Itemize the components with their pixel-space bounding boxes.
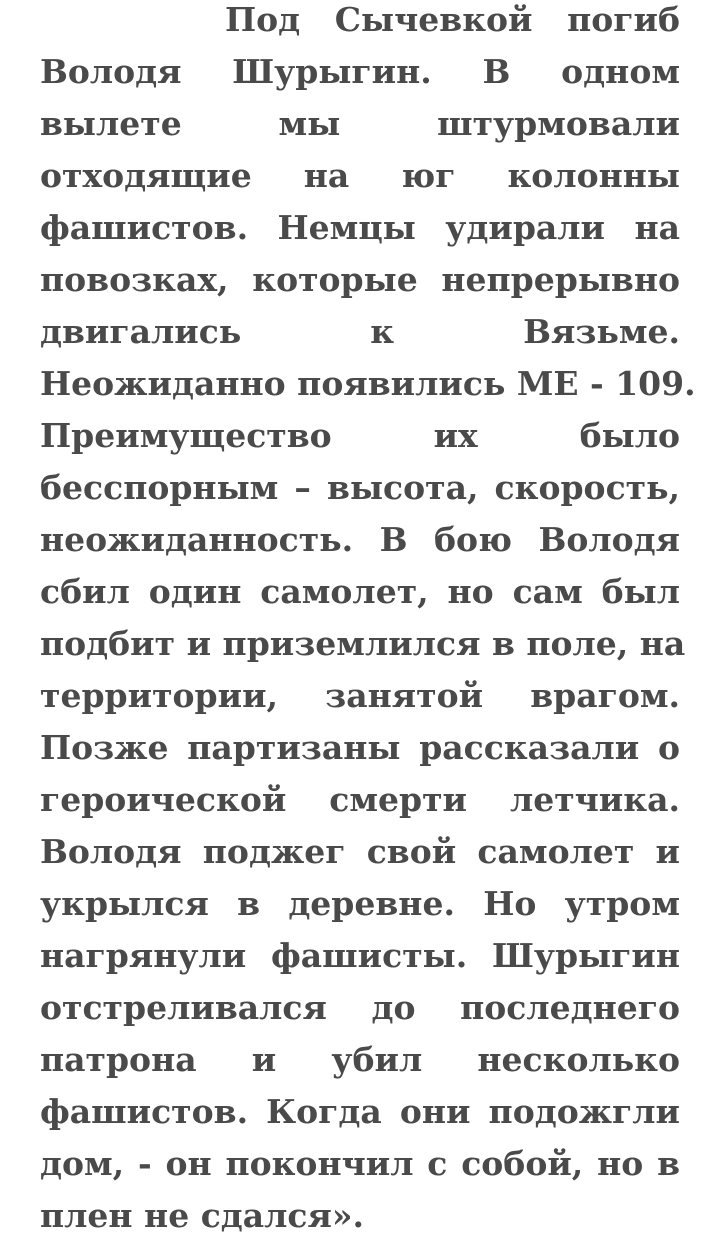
text-line: Володя поджег свой самолет и (40, 832, 680, 871)
text-line: сбил один самолет, но сам был (40, 572, 680, 611)
text-line: патрона и убил несколько (40, 1040, 680, 1079)
text-line: фашистов. Немцы удирали на (40, 208, 680, 247)
text-line: Под Сычевкой погиб (225, 0, 680, 39)
text-line: повозках, которые непрерывно (40, 260, 680, 299)
text-line: неожиданность. В бою Володя (40, 520, 680, 559)
text-line: территории, занятой врагом. (40, 676, 680, 715)
text-line: подбит и приземлился в поле, на (40, 624, 686, 663)
text-line: бесспорным – высота, скорость, (40, 468, 680, 507)
text-line: двигались к Вязьме. (40, 312, 680, 351)
text-line: отстреливался до последнего (40, 988, 680, 1027)
text-line: отходящие на юг колонны (40, 156, 680, 195)
document-page (40, 0, 696, 1240)
text-line: Преимущество их было (40, 416, 680, 455)
text-line: плен не сдался». (40, 1196, 365, 1235)
text-line: фашистов. Когда они подожгли (40, 1092, 680, 1131)
text-line: Позже партизаны рассказали о (40, 728, 680, 767)
text-line: дом, - он покончил с собой, но в (40, 1144, 680, 1183)
text-line: Неожиданно появились МЕ - 109. (40, 364, 696, 403)
text-line: укрылся в деревне. Но утром (40, 884, 680, 923)
text-line: героической смерти летчика. (40, 780, 680, 819)
text-line: Володя Шурыгин. В одном (40, 52, 680, 91)
text-line: вылете мы штурмовали (40, 104, 680, 143)
text-line: нагрянули фашисты. Шурыгин (40, 936, 680, 975)
